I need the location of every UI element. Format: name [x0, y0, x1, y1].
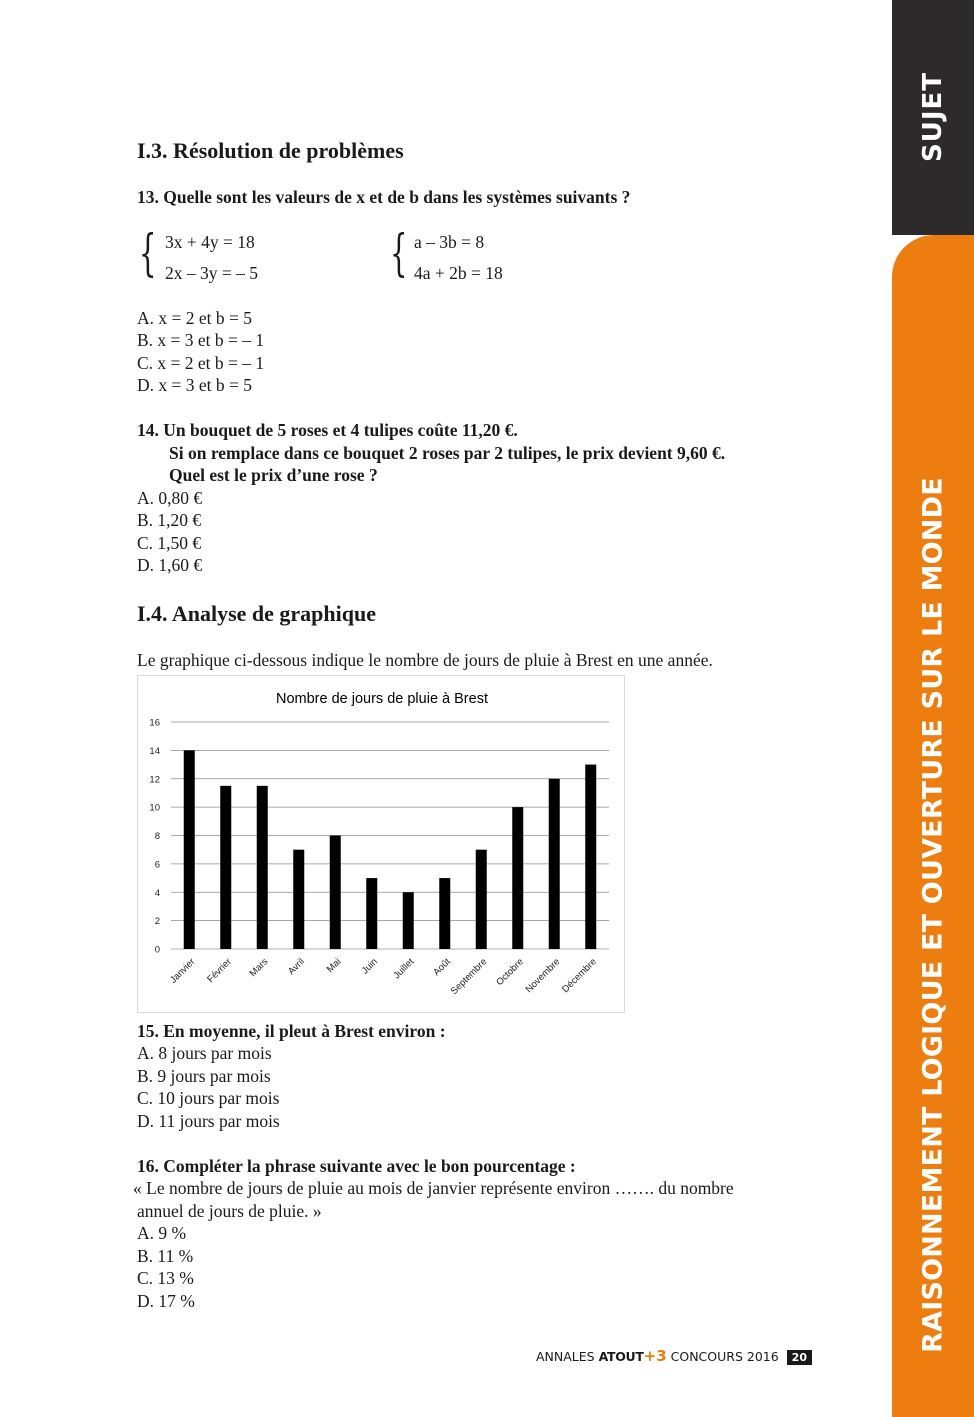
system1-eq1: 3x + 4y = 18: [165, 232, 255, 252]
section-title-i4: I.4. Analyse de graphique: [137, 601, 376, 626]
x-tick-label: Octobre: [494, 956, 526, 989]
question-14-line1: 14. Un bouquet de 5 roses et 4 tulipes coûte 11,20 €.: [137, 420, 518, 440]
x-tick-label: Août: [431, 956, 453, 978]
rain-days-chart: [138, 676, 624, 1012]
bar-septembre: [476, 850, 487, 949]
q14-option-d: D. 1,60 €: [137, 555, 203, 575]
section-band-label: RAISONNEMENT LOGIQUE ET OUVERTURE SUR LE MONDE: [917, 477, 949, 1353]
q16-option-d: D. 17 %: [137, 1291, 195, 1311]
bar-décembre: [585, 765, 596, 949]
chart-frame: [137, 675, 625, 1013]
bar-novembre: [549, 779, 560, 949]
x-tick-label: Septembre: [448, 956, 490, 997]
question-15: 15. En moyenne, il pleut à Brest environ :: [137, 1021, 446, 1041]
page-number-badge: 20: [787, 1350, 812, 1365]
side-band-section: [892, 235, 974, 1417]
q15-option-d: D. 11 jours par mois: [137, 1111, 280, 1131]
q16-option-b: B. 11 %: [137, 1246, 194, 1266]
y-tick-label: 16: [149, 717, 160, 729]
x-tick-label: Juillet: [391, 956, 417, 982]
footer: [536, 1347, 812, 1365]
bar-avril: [293, 850, 304, 949]
bar-octobre: [512, 807, 523, 949]
q13-option-c: C. x = 2 et b = – 1: [137, 353, 265, 373]
x-tick-label: Mai: [324, 956, 344, 975]
system1-eq2: 2x – 3y = – 5: [165, 263, 258, 283]
y-tick-label: 6: [154, 859, 160, 871]
y-tick-label: 2: [154, 916, 160, 928]
footer-annales: ANNALES: [536, 1349, 595, 1364]
x-tick-label: Novembre: [523, 956, 563, 996]
question-14-line2: Si on remplace dans ce bouquet 2 roses par 2 tulipes, le prix devient 9,60 €.: [169, 443, 726, 463]
chart-intro: Le graphique ci-dessous indique le nombre de jours de pluie à Brest en une année.: [137, 650, 713, 670]
bar-août: [439, 878, 450, 949]
system2-eq2: 4a + 2b = 18: [414, 263, 503, 283]
bar-mars: [257, 786, 268, 949]
q14-option-c: C. 1,50 €: [137, 533, 202, 553]
brace-right: {: [390, 224, 408, 282]
q13-option-d: D. x = 3 et b = 5: [137, 375, 253, 395]
q14-option-a: A. 0,80 €: [137, 488, 203, 508]
bar-mai: [330, 836, 341, 950]
x-tick-label: Mars: [247, 956, 271, 980]
section-title-i3: I.3. Résolution de problèmes: [137, 138, 404, 163]
x-tick-label: Avril: [286, 956, 307, 978]
q14-option-b: B. 1,20 €: [137, 510, 202, 530]
x-tick-label: Janvier: [167, 956, 198, 986]
footer-plus-logo: +3: [643, 1347, 667, 1365]
bar-juin: [366, 878, 377, 949]
y-tick-label: 0: [154, 944, 160, 956]
side-band-top: [892, 0, 974, 235]
question-16: 16. Compléter la phrase suivante avec le bon pourcentage :: [137, 1156, 576, 1176]
q13-option-a: A. x = 2 et b = 5: [137, 308, 253, 328]
sujet-label: SUJET: [918, 71, 948, 163]
y-tick-label: 12: [149, 774, 160, 786]
bar-juillet: [403, 892, 414, 949]
question-13: 13. Quelle sont les valeurs de x et de b dans les systèmes suivants ?: [137, 187, 631, 207]
brace-left: {: [139, 224, 157, 282]
footer-concours: CONCOURS 2016: [670, 1349, 779, 1364]
x-tick-label: Février: [205, 956, 234, 986]
x-tick-label: Juin: [359, 956, 380, 977]
q16-option-a: A. 9 %: [137, 1223, 187, 1243]
bar-janvier: [184, 750, 195, 949]
x-tick-label: Décembre: [560, 956, 599, 996]
q15-option-b: B. 9 jours par mois: [137, 1066, 271, 1086]
question-14-line3: Quel est le prix d’une rose ?: [169, 465, 378, 485]
bar-février: [220, 786, 231, 949]
y-tick-label: 8: [154, 831, 160, 842]
y-tick-label: 4: [154, 887, 160, 899]
q16-sentence-line2: annuel de jours de pluie. »: [137, 1201, 322, 1221]
q15-option-a: A. 8 jours par mois: [137, 1043, 272, 1063]
y-tick-label: 14: [149, 745, 160, 757]
system2-eq1: a – 3b = 8: [414, 232, 485, 252]
y-tick-label: 10: [149, 802, 160, 814]
q16-sentence-line1: « Le nombre de jours de pluie au mois de janvier représente environ ……. du nombre: [133, 1178, 734, 1198]
q15-option-c: C. 10 jours par mois: [137, 1088, 280, 1108]
q13-option-b: B. x = 3 et b = – 1: [137, 330, 265, 350]
footer-brand: ATOUT: [598, 1349, 644, 1364]
q16-option-c: C. 13 %: [137, 1268, 194, 1288]
chart-title: Nombre de jours de pluie à Brest: [276, 691, 488, 707]
